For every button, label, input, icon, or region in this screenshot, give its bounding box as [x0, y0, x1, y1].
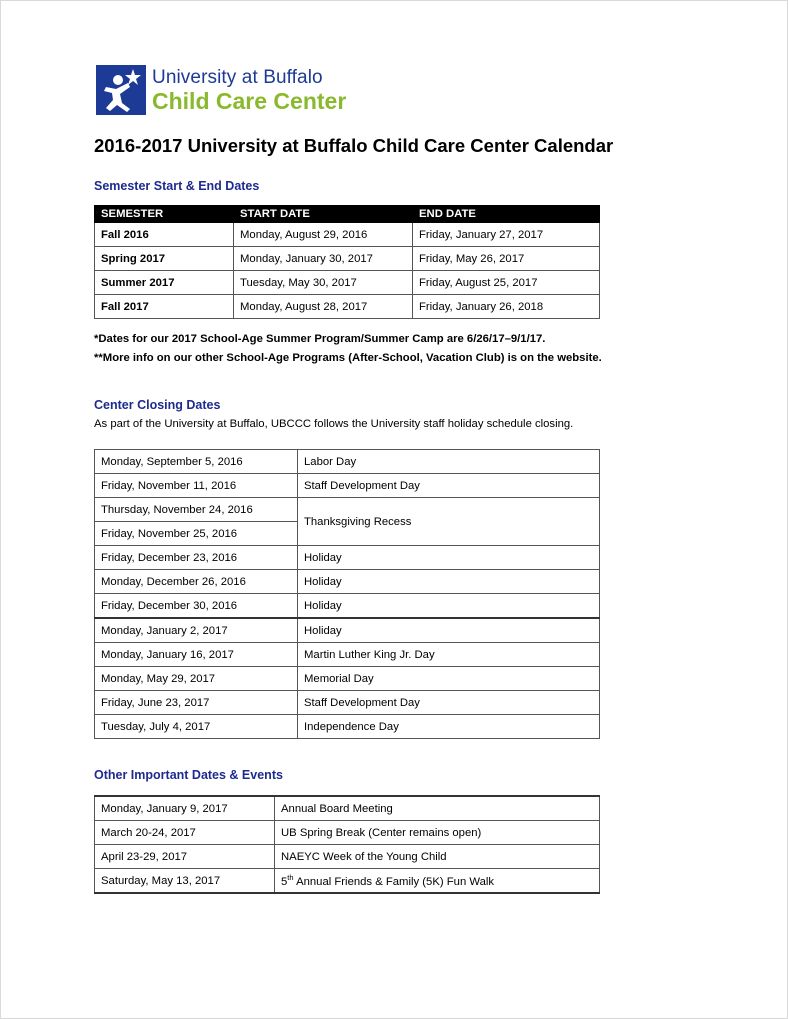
- school-age-note: **More info on our other School-Age Programs (After-School, Vacation Club) is on the website.: [94, 352, 602, 364]
- page-title: 2016-2017 University at Buffalo Child Care Center Calendar: [94, 135, 614, 156]
- fun-walk-ordinal: 5: [281, 875, 288, 888]
- date-cell: Tuesday, July 4, 2017: [95, 715, 298, 739]
- table-row: [95, 498, 600, 522]
- logo-center-name: Child Care Center: [152, 87, 347, 114]
- start-date-cell: Monday, August 28, 2017: [234, 295, 413, 319]
- event-cell: UB Spring Break (Center remains open): [275, 821, 600, 845]
- date-cell: March 20-24, 2017: [95, 821, 275, 845]
- reason-cell: Holiday: [298, 618, 600, 643]
- event-cell: [275, 869, 600, 894]
- start-date-cell: Tuesday, May 30, 2017: [234, 271, 413, 295]
- column-header-start-date: START DATE: [234, 206, 413, 223]
- table-row: [95, 546, 600, 570]
- table-row: [95, 618, 600, 643]
- table-row: [95, 247, 600, 271]
- event-cell: NAEYC Week of the Young Child: [275, 845, 600, 869]
- semester-cell: Spring 2017: [95, 247, 234, 271]
- fun-walk-label: Annual Friends & Family (5K) Fun Walk: [296, 875, 495, 888]
- date-cell: Monday, September 5, 2016: [95, 450, 298, 474]
- date-cell: Thursday, November 24, 2016: [95, 498, 298, 522]
- events-table: [94, 795, 600, 894]
- ubccc-logo: [96, 64, 346, 116]
- date-cell: Monday, January 2, 2017: [95, 618, 298, 643]
- table-row: [95, 643, 600, 667]
- semester-table: [94, 205, 600, 319]
- end-date-cell: Friday, January 26, 2018: [413, 295, 600, 319]
- date-cell: Saturday, May 13, 2017: [95, 869, 275, 894]
- fun-walk-ordinal-suffix: th: [287, 873, 294, 883]
- table-row: [95, 450, 600, 474]
- end-date-cell: Friday, August 25, 2017: [413, 271, 600, 295]
- reason-cell: Holiday: [298, 546, 600, 570]
- date-cell: Friday, June 23, 2017: [95, 691, 298, 715]
- date-cell: Monday, December 26, 2016: [95, 570, 298, 594]
- closing-intro: As part of the University at Buffalo, UBCCC follows the University staff holiday schedule closing.: [94, 418, 574, 430]
- reason-cell: Labor Day: [298, 450, 600, 474]
- end-date-cell: Friday, May 26, 2017: [413, 247, 600, 271]
- table-header-row: [95, 206, 600, 223]
- date-cell: Friday, November 11, 2016: [95, 474, 298, 498]
- column-header-end-date: END DATE: [413, 206, 600, 223]
- reason-cell: Memorial Day: [298, 667, 600, 691]
- date-cell: Friday, December 30, 2016: [95, 594, 298, 619]
- semester-heading: Semester Start & End Dates: [94, 179, 260, 193]
- reason-cell: Staff Development Day: [298, 474, 600, 498]
- event-cell: Annual Board Meeting: [275, 796, 600, 821]
- logo-university-name: University at Buffalo: [152, 66, 323, 88]
- table-row: [95, 845, 600, 869]
- table-row: [95, 474, 600, 498]
- date-cell: Friday, November 25, 2016: [95, 522, 298, 546]
- date-cell: Monday, January 9, 2017: [95, 796, 275, 821]
- table-row: [95, 295, 600, 319]
- events-heading: Other Important Dates & Events: [94, 768, 283, 782]
- table-row: [95, 667, 600, 691]
- semester-cell: Fall 2016: [95, 223, 234, 247]
- table-row: [95, 223, 600, 247]
- table-row: [95, 271, 600, 295]
- date-cell: April 23-29, 2017: [95, 845, 275, 869]
- start-date-cell: Monday, August 29, 2016: [234, 223, 413, 247]
- closing-dates-table: [94, 449, 600, 739]
- table-row: [95, 869, 600, 894]
- closing-heading: Center Closing Dates: [94, 398, 221, 412]
- summer-camp-note: *Dates for our 2017 School-Age Summer Program/Summer Camp are 6/26/17–9/1/17.: [94, 333, 546, 345]
- reason-cell: Holiday: [298, 594, 600, 619]
- date-cell: Monday, January 16, 2017: [95, 643, 298, 667]
- table-row: [95, 715, 600, 739]
- child-star-icon: [96, 65, 146, 115]
- start-date-cell: Monday, January 30, 2017: [234, 247, 413, 271]
- column-header-semester: SEMESTER: [95, 206, 234, 223]
- end-date-cell: Friday, January 27, 2017: [413, 223, 600, 247]
- semester-cell: Summer 2017: [95, 271, 234, 295]
- semester-cell: Fall 2017: [95, 295, 234, 319]
- table-row: [95, 570, 600, 594]
- table-row: [95, 594, 600, 619]
- date-cell: Monday, May 29, 2017: [95, 667, 298, 691]
- reason-cell: Independence Day: [298, 715, 600, 739]
- table-row: [95, 691, 600, 715]
- reason-cell: Staff Development Day: [298, 691, 600, 715]
- table-row: [95, 821, 600, 845]
- reason-cell: Thanksgiving Recess: [298, 498, 600, 546]
- date-cell: Friday, December 23, 2016: [95, 546, 298, 570]
- reason-cell: Martin Luther King Jr. Day: [298, 643, 600, 667]
- reason-cell: Holiday: [298, 570, 600, 594]
- table-row: [95, 796, 600, 821]
